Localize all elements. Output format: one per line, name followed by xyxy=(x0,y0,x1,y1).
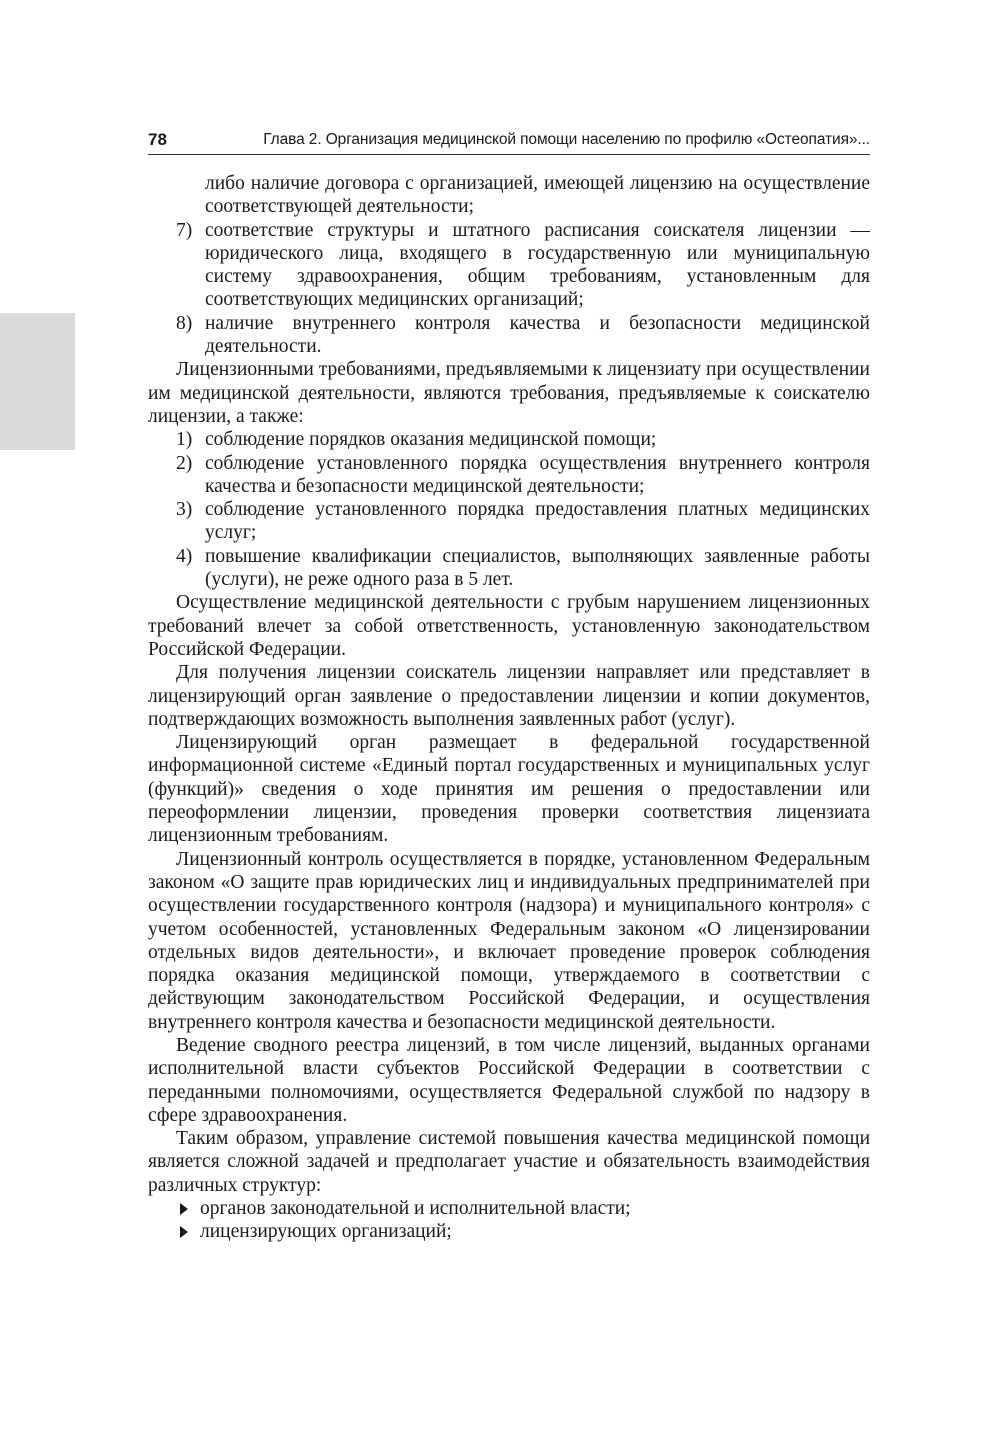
list-item xyxy=(148,312,870,359)
paragraph: Осуществление медицинской деятельности с грубым нарушением лицензионных требований влечет за собой ответственность, установленную законодательством Российской Федерации. xyxy=(148,592,870,660)
list-item-text: наличие внутреннего контроля качества и безопасности медицинской деятельности. xyxy=(205,312,870,358)
page-body xyxy=(148,172,870,1244)
list-item xyxy=(148,498,870,545)
list-number: 1) xyxy=(176,429,193,451)
list-item xyxy=(148,428,870,451)
list-item-text: повышение квалификации специалистов, выполняющих заявленные работы (услуги), не реже одного раза в 5 лет. xyxy=(205,545,870,591)
paragraph: Лицензирующий орган размещает в федеральной государственной информационной системе «Единый портал государственных и муниципальных услуг (функций)» сведения о ходе принятия им решения о предоставлении или переоформлении лицензии, проведения проверки соответствия лицензиата лицензионным требованиям. xyxy=(148,732,870,847)
bullet-item xyxy=(148,1220,870,1243)
paragraph: Таким образом, управление системой повышения качества медицинской помощи является сложной задачей и предполагает участие и обязательность взаимодействия различных структур: xyxy=(148,1128,870,1196)
list-number: 8) xyxy=(176,312,193,334)
list-item xyxy=(148,219,870,312)
bullet-text: лицензирующих организаций; xyxy=(200,1221,452,1243)
list-item-text: соблюдение порядков оказания медицинской помощи; xyxy=(205,429,657,451)
paragraph: Лицензионными требованиями, предъявляемыми к лицензиату при осуществлении им медицинской деятельности, являются требования, предъявляемые к соискателю лицензии, а также: xyxy=(148,359,870,427)
page-header xyxy=(148,130,870,156)
page-number: 78 xyxy=(148,130,167,149)
list-item-text: соответствие структуры и штатного расписания соискателя лицензии — юридического лица, входящего в государственную или муниципальную систему здравоохранения, общим требованиям, установленным для соответствующих медицинских организаций; xyxy=(205,219,870,311)
paragraph: Ведение сводного реестра лицензий, в том числе лицензий, выданных органами исполнительной власти субъектов Российской Федерации в соответствии с переданными полномочиями, осуществляется Федеральной службой по надзору в сфере здравоохранения. xyxy=(148,1034,870,1126)
triangle-bullet-icon xyxy=(180,1203,188,1215)
paragraph: Лицензионный контроль осуществляется в порядке, установленном Федеральным законом «О защите прав юридических лиц и индивидуальных предпринимателей при осуществлении государственного контроля (надзора) и муниципального контроля» с учетом особенностей, установленных Федеральным законом «О лицензировании отдельных видов деятельности», и включает проведение проверок соблюдения порядка оказания медицинской помощи, утверждаемого в соответствии с действующим законодательством Российской Федерации, и осуществления внутреннего контроля качества и безопасности медицинской деятельности. xyxy=(148,848,870,1033)
triangle-bullet-icon xyxy=(180,1226,188,1238)
list-number: 3) xyxy=(176,499,193,521)
continuation-text: либо наличие договора с организацией, имеющей лицензию на осуществление соответствующей деятельности; xyxy=(205,173,870,218)
bullet-item xyxy=(148,1197,870,1220)
running-head: Глава 2. Организация медицинской помощи населению по профилю «Остеопатия»... xyxy=(263,131,870,148)
list-item xyxy=(148,452,870,499)
list-item-text: соблюдение установленного порядка предоставления платных медицинских услуг; xyxy=(205,499,870,544)
list-number: 2) xyxy=(176,452,193,474)
paragraph: Для получения лицензии соискатель лицензии направляет или представляет в лицензирующий орган заявление о предоставлении лицензии и копии документов, подтверждающих возможность выполнения заявленных работ (услуг). xyxy=(148,662,870,730)
bullet-text: органов законодательной и исполнительной власти; xyxy=(200,1198,631,1220)
list-item-text: соблюдение установленного порядка осуществления внутреннего контроля качества и безопасности медицинской деятельности; xyxy=(205,452,870,497)
list-number: 4) xyxy=(176,545,193,567)
list-number: 7) xyxy=(176,219,193,241)
header-rule xyxy=(148,154,870,155)
chapter-side-tab xyxy=(0,313,75,450)
list-item xyxy=(148,545,870,592)
